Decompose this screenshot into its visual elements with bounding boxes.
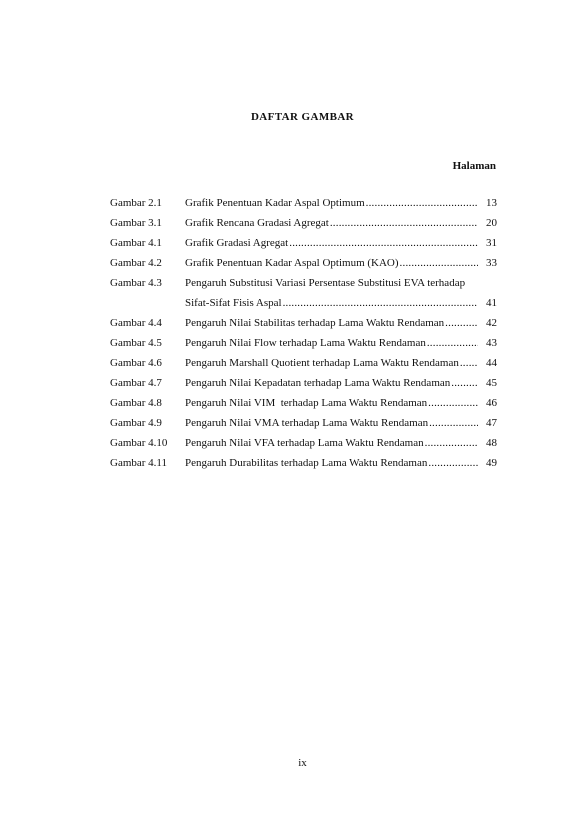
figure-caption: Pengaruh Nilai Flow terhadap Lama Waktu Rendaman (185, 337, 426, 349)
figure-caption: Pengaruh Nilai Kepadatan terhadap Lama Waktu Rendaman (185, 377, 451, 389)
figure-label: Gambar 4.11 (110, 457, 168, 469)
list-item[interactable] (110, 216, 497, 236)
figure-caption-continued: Sifat-Sifat Fisis Aspal (185, 297, 282, 309)
list-item[interactable] (110, 396, 497, 416)
figure-caption: Pengaruh Marshall Quotient terhadap Lama Waktu Rendaman (185, 357, 459, 369)
figure-page: 46 (486, 397, 497, 409)
figure-label: Gambar 4.5 (110, 337, 162, 349)
list-item[interactable] (110, 276, 497, 316)
leader-dots (445, 316, 478, 330)
leader-dots (400, 256, 478, 270)
figure-label: Gambar 4.4 (110, 317, 162, 329)
figure-label: Gambar 2.1 (110, 197, 162, 209)
figure-caption: Pengaruh Nilai VMA terhadap Lama Waktu Rendaman (185, 417, 429, 429)
page-title: DAFTAR GAMBAR (250, 111, 355, 123)
leader-dots (428, 396, 478, 410)
leader-dots (451, 376, 478, 390)
list-item[interactable] (110, 436, 497, 456)
list-item[interactable] (110, 196, 497, 216)
figure-page: 13 (486, 197, 497, 209)
figure-caption: Pengaruh Nilai VFA terhadap Lama Waktu Rendaman (185, 437, 424, 449)
figure-label: Gambar 4.3 (110, 277, 162, 289)
figure-caption: Grafik Gradasi Agregat (185, 237, 289, 249)
figure-page: 20 (486, 217, 497, 229)
list-item[interactable] (110, 356, 497, 376)
figure-caption: Pengaruh Durabilitas terhadap Lama Waktu Rendaman (185, 457, 428, 469)
list-item[interactable] (110, 256, 497, 276)
page-column-header: Halaman (452, 160, 496, 172)
figure-label: Gambar 4.6 (110, 357, 162, 369)
list-item[interactable] (110, 456, 497, 476)
list-item[interactable] (110, 236, 497, 256)
figure-page: 42 (486, 317, 497, 329)
list-item[interactable] (110, 336, 497, 356)
leader-dots (427, 336, 478, 350)
figure-caption: Pengaruh Substitusi Variasi Persentase Substitusi EVA terhadap (185, 277, 466, 289)
list-item[interactable] (110, 376, 497, 396)
page-number: ix (298, 757, 307, 769)
figure-page: 47 (486, 417, 497, 429)
figure-list (110, 196, 497, 476)
figure-page: 33 (486, 257, 497, 269)
figure-page: 48 (486, 437, 497, 449)
figure-label: Gambar 4.9 (110, 417, 162, 429)
figure-caption: Grafik Penentuan Kadar Aspal Optimum (KAO) (185, 257, 399, 269)
figure-caption: Pengaruh Nilai Stabilitas terhadap Lama Waktu Rendaman (185, 317, 445, 329)
figure-caption: Grafik Penentuan Kadar Aspal Optimum (185, 197, 365, 209)
leader-dots (366, 196, 478, 210)
figure-page: 49 (486, 457, 497, 469)
figure-caption: Pengaruh Nilai VIM terhadap Lama Waktu Rendaman (185, 397, 428, 409)
figure-label: Gambar 4.10 (110, 437, 168, 449)
leader-dots (460, 356, 478, 370)
leader-dots (425, 436, 478, 450)
leader-dots (428, 456, 478, 470)
figure-label: Gambar 4.8 (110, 397, 162, 409)
figure-caption: Grafik Rencana Gradasi Agregat (185, 217, 329, 229)
leader-dots (283, 296, 478, 310)
leader-dots (330, 216, 478, 230)
figure-label: Gambar 3.1 (110, 217, 162, 229)
figure-page: 41 (486, 297, 497, 309)
leader-dots (289, 236, 478, 250)
figure-page: 45 (486, 377, 497, 389)
figure-label: Gambar 4.7 (110, 377, 162, 389)
leader-dots (429, 416, 478, 430)
figure-label: Gambar 4.2 (110, 257, 162, 269)
list-item[interactable] (110, 316, 497, 336)
figure-page: 31 (486, 237, 497, 249)
figure-label: Gambar 4.1 (110, 237, 162, 249)
figure-page: 44 (486, 357, 497, 369)
figure-page: 43 (486, 337, 497, 349)
list-item[interactable] (110, 416, 497, 436)
